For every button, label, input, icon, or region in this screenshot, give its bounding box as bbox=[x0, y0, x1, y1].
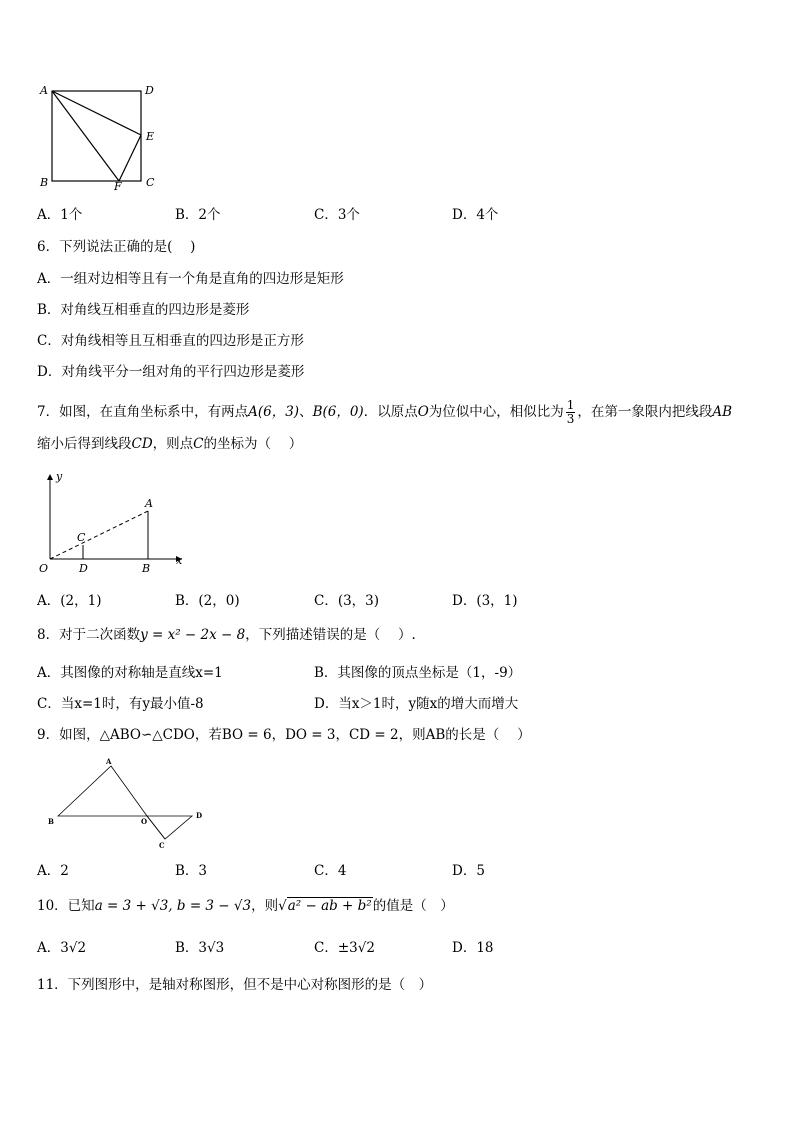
q6-option-a: A．一组对边相等且有一个角是直角的四边形是矩形 bbox=[37, 271, 344, 287]
q5-option-c: C．3个 bbox=[314, 207, 360, 223]
q7-option-a: A．(2，1) bbox=[37, 593, 102, 609]
q9-option-c: C．4 bbox=[314, 863, 347, 879]
q10-option-b: B．3√3 bbox=[175, 940, 225, 956]
label-c: C bbox=[77, 531, 86, 544]
q9-option-d: D．5 bbox=[452, 863, 485, 879]
q9-stem: 9．如图，△ABO∽△CDO，若BO = 6，DO = 3，CD = 2，则AB的长是（ ） bbox=[37, 727, 531, 743]
coordinate-figure bbox=[36, 468, 196, 578]
q9-option-b: B．3 bbox=[175, 863, 208, 879]
q5-option-d: D．4个 bbox=[452, 207, 499, 223]
label-e: E bbox=[146, 130, 155, 143]
similar-triangles-figure bbox=[44, 756, 214, 852]
axis-x-label: x bbox=[176, 554, 183, 567]
q5-option-a: A．1个 bbox=[37, 207, 83, 223]
q6-option-b: B．对角线互相垂直的四边形是菱形 bbox=[37, 302, 250, 318]
label-a: A bbox=[145, 497, 153, 510]
q7-option-c: C．(3，3) bbox=[314, 593, 380, 609]
label-a: A bbox=[106, 757, 112, 766]
origin-label: O bbox=[39, 562, 49, 575]
label-a: A bbox=[40, 84, 48, 97]
label-o: O bbox=[141, 817, 148, 826]
q7-option-d: D．(3，1) bbox=[452, 593, 518, 609]
label-b: B bbox=[48, 817, 54, 826]
label-d: D bbox=[145, 84, 154, 97]
q8-option-d: D．当x＞1时，y随x的增大而增大 bbox=[314, 696, 519, 712]
q10-option-a: A．3√2 bbox=[37, 940, 87, 956]
axis-y-label: y bbox=[56, 470, 63, 483]
label-d: D bbox=[196, 811, 203, 820]
q8-option-a: A．其图像的对称轴是直线x=1 bbox=[37, 665, 223, 681]
q6-option-d: D．对角线平分一组对角的平行四边形是菱形 bbox=[37, 364, 305, 380]
square-figure bbox=[36, 82, 166, 194]
q10-stem: 10．已知a = 3 + √3, b = 3 − √3，则√a² − ab + b²的值是（ ） bbox=[37, 898, 454, 914]
q7-stem-line1: 7．如图，在直角坐标系中，有两点A(6，3)、B(6，0)．以原点O为位似中心，相似比为 $\frac{1}{3}$ ，在第一象限内把线段AB bbox=[37, 398, 733, 426]
q9-option-a: A．2 bbox=[37, 863, 69, 879]
label-b: B bbox=[142, 562, 151, 575]
label-b: B bbox=[40, 176, 49, 189]
q8-option-b: B．其图像的顶点坐标是（1，-9） bbox=[314, 665, 522, 681]
q8-stem: 8．对于二次函数y = x² − 2x − 8，下列描述错误的是（ ）. bbox=[37, 627, 416, 643]
q5-option-b: B．2个 bbox=[175, 207, 221, 223]
q8-option-c: C．当x=1时，有y最小值-8 bbox=[37, 696, 204, 712]
ratio-fraction: $\frac{1}{3}$ bbox=[566, 398, 575, 426]
q6-stem: 6．下列说法正确的是( ) bbox=[37, 239, 196, 255]
q10-option-c: C．±3√2 bbox=[314, 940, 375, 956]
q6-option-c: C．对角线相等且互相垂直的四边形是正方形 bbox=[37, 333, 304, 349]
label-f: F bbox=[114, 180, 122, 193]
q7-option-b: B．(2，0) bbox=[175, 593, 240, 609]
label-c: C bbox=[159, 841, 165, 850]
q11-stem: 11．下列图形中，是轴对称图形，但不是中心对称图形的是（ ） bbox=[37, 977, 433, 993]
label-c: C bbox=[146, 176, 155, 189]
q10-option-d: D．18 bbox=[452, 940, 494, 956]
label-d: D bbox=[79, 562, 88, 575]
q7-stem-line2: 缩小后得到线段CD，则点C的坐标为（ ） bbox=[37, 436, 303, 452]
